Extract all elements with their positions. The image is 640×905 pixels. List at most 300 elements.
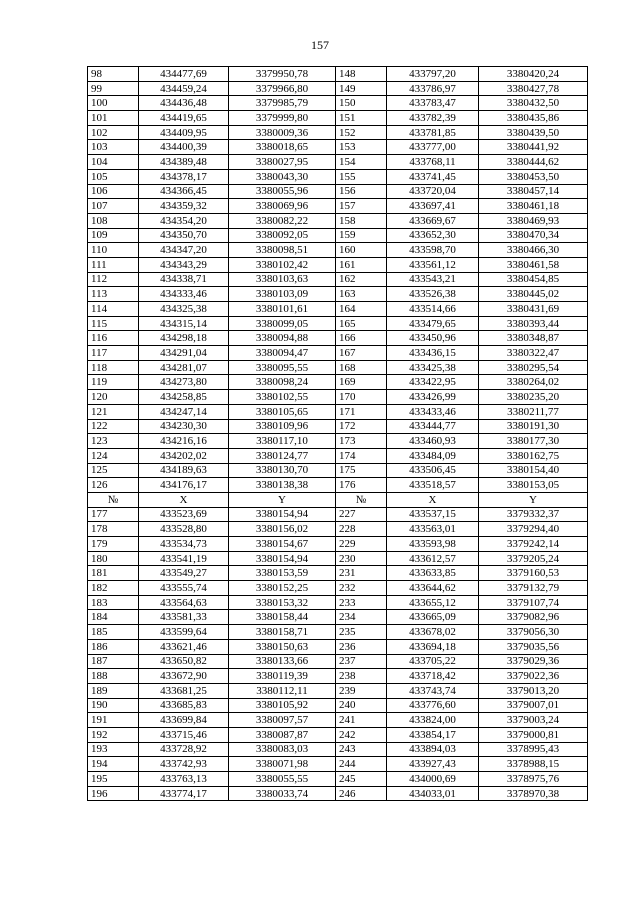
table-cell: 434033,01	[387, 786, 479, 801]
table-cell: 3380177,30	[479, 434, 588, 449]
table-cell: 433715,46	[139, 727, 229, 742]
table-cell: 434436,48	[139, 96, 229, 111]
table-cell: 175	[336, 463, 387, 478]
table-cell: 433528,80	[139, 522, 229, 537]
table-cell: 433484,09	[387, 448, 479, 463]
table-cell: 3379985,79	[229, 96, 336, 111]
table-cell: 101	[88, 111, 139, 126]
table-cell: 3380097,57	[229, 713, 336, 728]
table-cell: 3380439,50	[479, 125, 588, 140]
table-cell: 182	[88, 581, 139, 596]
table-cell: 433422,95	[387, 375, 479, 390]
table-cell: 153	[336, 140, 387, 155]
table-cell: 240	[336, 698, 387, 713]
table-cell: 3380153,32	[229, 595, 336, 610]
table-cell: 3380103,09	[229, 287, 336, 302]
table-cell: 3380130,70	[229, 463, 336, 478]
table-cell: 433436,15	[387, 346, 479, 361]
table-row	[88, 302, 588, 317]
table-cell: 433598,70	[387, 243, 479, 258]
coordinates-table	[87, 66, 588, 801]
table-cell: 433523,69	[139, 507, 229, 522]
table-cell: 3380235,20	[479, 390, 588, 405]
table-cell: 434333,46	[139, 287, 229, 302]
table-row	[88, 287, 588, 302]
table-cell: 158	[336, 213, 387, 228]
table-cell: 433927,43	[387, 757, 479, 772]
table-cell: 230	[336, 551, 387, 566]
table-cell: 3380153,59	[229, 566, 336, 581]
table-cell: 434000,69	[387, 772, 479, 787]
table-row	[88, 654, 588, 669]
table-cell: 433699,84	[139, 713, 229, 728]
table-cell: 3380393,44	[479, 316, 588, 331]
table-cell: 433697,41	[387, 199, 479, 214]
table-row	[88, 595, 588, 610]
table-cell: 3380461,58	[479, 257, 588, 272]
table-row	[88, 257, 588, 272]
table-cell: 3380018,65	[229, 140, 336, 155]
table-cell: 120	[88, 390, 139, 405]
table-cell: 179	[88, 537, 139, 552]
table-cell: 152	[336, 125, 387, 140]
table-cell: 433728,92	[139, 742, 229, 757]
table-cell: 433650,82	[139, 654, 229, 669]
table-row	[88, 346, 588, 361]
table-cell: 433599,64	[139, 625, 229, 640]
table-cell: 434230,30	[139, 419, 229, 434]
table-cell: 163	[336, 287, 387, 302]
table-cell: 433781,85	[387, 125, 479, 140]
table-cell: 3380098,24	[229, 375, 336, 390]
table-cell: 3380082,22	[229, 213, 336, 228]
table-row	[88, 786, 588, 801]
table-cell: 167	[336, 346, 387, 361]
table-cell: 433824,00	[387, 713, 479, 728]
table-cell: 3380094,47	[229, 346, 336, 361]
table-cell: 434378,17	[139, 169, 229, 184]
table-row	[88, 683, 588, 698]
table-cell: 102	[88, 125, 139, 140]
table-cell: 166	[336, 331, 387, 346]
table-cell: 433561,12	[387, 257, 479, 272]
table-cell: 229	[336, 537, 387, 552]
table-cell: 105	[88, 169, 139, 184]
table-cell: 3380083,03	[229, 742, 336, 757]
table-cell: 3380101,61	[229, 302, 336, 317]
table-row	[88, 96, 588, 111]
table-row	[88, 537, 588, 552]
table-cell: 162	[336, 272, 387, 287]
table-cell: 184	[88, 610, 139, 625]
table-cell: 3379160,53	[479, 566, 588, 581]
table-cell: 3380470,34	[479, 228, 588, 243]
table-row	[88, 698, 588, 713]
table-cell: №	[88, 492, 139, 507]
coordinates-table-body	[88, 67, 588, 801]
table-cell: 3379242,14	[479, 537, 588, 552]
table-cell: 3380033,74	[229, 786, 336, 801]
table-row	[88, 184, 588, 199]
table-cell: 3380102,42	[229, 257, 336, 272]
table-cell: 3380095,55	[229, 360, 336, 375]
table-cell: 117	[88, 346, 139, 361]
table-row	[88, 713, 588, 728]
table-cell: 3380191,30	[479, 419, 588, 434]
table-cell: 434247,14	[139, 404, 229, 419]
table-cell: 183	[88, 595, 139, 610]
table-row	[88, 742, 588, 757]
table-cell: 3380071,98	[229, 757, 336, 772]
table-cell: 433768,11	[387, 155, 479, 170]
table-cell: 3379205,24	[479, 551, 588, 566]
table-cell: 3380457,14	[479, 184, 588, 199]
table-cell: 433593,98	[387, 537, 479, 552]
table-cell: 3380153,05	[479, 478, 588, 493]
table-cell: 433694,18	[387, 639, 479, 654]
table-cell: 3380009,36	[229, 125, 336, 140]
table-cell: 433786,97	[387, 81, 479, 96]
table-cell: 107	[88, 199, 139, 214]
table-cell: 434409,95	[139, 125, 229, 140]
table-cell: 246	[336, 786, 387, 801]
table-cell: 3380117,10	[229, 434, 336, 449]
table-cell: 124	[88, 448, 139, 463]
table-cell: 3380150,63	[229, 639, 336, 654]
table-cell: 180	[88, 551, 139, 566]
table-cell: 3380105,92	[229, 698, 336, 713]
table-row	[88, 169, 588, 184]
table-row	[88, 772, 588, 787]
table-row	[88, 507, 588, 522]
table-cell: 3380154,94	[229, 551, 336, 566]
table-cell: 237	[336, 654, 387, 669]
table-cell: 157	[336, 199, 387, 214]
table-cell: 433514,66	[387, 302, 479, 317]
table-cell: 434338,71	[139, 272, 229, 287]
table-cell: 3379007,01	[479, 698, 588, 713]
table-cell: 3378975,76	[479, 772, 588, 787]
table-cell: 165	[336, 316, 387, 331]
table-cell: 433444,77	[387, 419, 479, 434]
table-row	[88, 478, 588, 493]
table-cell: 433555,74	[139, 581, 229, 596]
table-cell: 434459,24	[139, 81, 229, 96]
table-cell: 3380092,05	[229, 228, 336, 243]
table-cell: 3380043,30	[229, 169, 336, 184]
table-cell: 433506,45	[387, 463, 479, 478]
table-cell: 3380432,50	[479, 96, 588, 111]
table-cell: 3379966,80	[229, 81, 336, 96]
table-cell: 194	[88, 757, 139, 772]
table-row	[88, 213, 588, 228]
table-cell: 433549,27	[139, 566, 229, 581]
table-cell: 433644,62	[387, 581, 479, 596]
table-cell: 3380431,69	[479, 302, 588, 317]
table-cell: 433426,99	[387, 390, 479, 405]
table-cell: Y	[479, 492, 588, 507]
table-row	[88, 434, 588, 449]
table-cell: 433777,00	[387, 140, 479, 155]
table-cell: 3380295,54	[479, 360, 588, 375]
table-cell: 434202,02	[139, 448, 229, 463]
table-cell: 150	[336, 96, 387, 111]
table-cell: 433564,63	[139, 595, 229, 610]
table-row	[88, 111, 588, 126]
table-cell: 99	[88, 81, 139, 96]
table-cell: 3379950,78	[229, 67, 336, 82]
table-cell: Y	[229, 492, 336, 507]
table-cell: 434298,18	[139, 331, 229, 346]
table-cell: 433479,65	[387, 316, 479, 331]
table-cell: 3379000,81	[479, 727, 588, 742]
table-row	[88, 272, 588, 287]
table-cell: 3380427,78	[479, 81, 588, 96]
table-cell: 3380102,55	[229, 390, 336, 405]
table-cell: 3379082,96	[479, 610, 588, 625]
table-cell: 241	[336, 713, 387, 728]
table-cell: 3380124,77	[229, 448, 336, 463]
table-cell: 242	[336, 727, 387, 742]
table-cell: 433782,39	[387, 111, 479, 126]
table-cell: 3380211,77	[479, 404, 588, 419]
table-row	[88, 375, 588, 390]
table-cell: 174	[336, 448, 387, 463]
table-row	[88, 360, 588, 375]
table-cell: 433534,73	[139, 537, 229, 552]
table-cell: 434315,14	[139, 316, 229, 331]
table-row	[88, 67, 588, 82]
table-cell: 192	[88, 727, 139, 742]
table-cell: 433741,45	[387, 169, 479, 184]
table-cell: 3378995,43	[479, 742, 588, 757]
table-cell: 195	[88, 772, 139, 787]
table-cell: 122	[88, 419, 139, 434]
table-cell: 3380094,88	[229, 331, 336, 346]
table-cell: 3380087,87	[229, 727, 336, 742]
table-cell: 3379029,36	[479, 654, 588, 669]
table-cell: 123	[88, 434, 139, 449]
table-row	[88, 625, 588, 640]
table-cell: 154	[336, 155, 387, 170]
table-cell: 3380152,25	[229, 581, 336, 596]
table-cell: 3380119,39	[229, 669, 336, 684]
page-number: 157	[311, 38, 329, 52]
table-cell: 171	[336, 404, 387, 419]
table-row	[88, 419, 588, 434]
table-cell: 433526,38	[387, 287, 479, 302]
table-cell: 3380055,96	[229, 184, 336, 199]
table-cell: 98	[88, 67, 139, 82]
table-cell: 227	[336, 507, 387, 522]
table-cell: 169	[336, 375, 387, 390]
table-row	[88, 448, 588, 463]
table-cell: 113	[88, 287, 139, 302]
table-cell: 434258,85	[139, 390, 229, 405]
table-cell: 148	[336, 67, 387, 82]
table-cell: 3380027,95	[229, 155, 336, 170]
table-cell: 3380453,50	[479, 169, 588, 184]
table-cell: 433763,13	[139, 772, 229, 787]
table-cell: 118	[88, 360, 139, 375]
table-cell: 433518,57	[387, 478, 479, 493]
table-cell: 103	[88, 140, 139, 155]
table-row	[88, 610, 588, 625]
table-cell: 433541,19	[139, 551, 229, 566]
table-cell: 434273,80	[139, 375, 229, 390]
table-cell: 3379332,37	[479, 507, 588, 522]
table-cell: 433854,17	[387, 727, 479, 742]
table-cell: 151	[336, 111, 387, 126]
table-cell: 3380099,05	[229, 316, 336, 331]
table-cell: 3379056,30	[479, 625, 588, 640]
table-cell: 3379035,56	[479, 639, 588, 654]
table-cell: 3380158,71	[229, 625, 336, 640]
table-cell: 178	[88, 522, 139, 537]
table-cell: 3380154,40	[479, 463, 588, 478]
table-cell: 119	[88, 375, 139, 390]
table-cell: 433743,74	[387, 683, 479, 698]
table-cell: 434343,29	[139, 257, 229, 272]
table-cell: 3380069,96	[229, 199, 336, 214]
table-cell: 433652,30	[387, 228, 479, 243]
table-cell: 238	[336, 669, 387, 684]
table-cell: 433621,46	[139, 639, 229, 654]
table-row	[88, 727, 588, 742]
table-cell: 243	[336, 742, 387, 757]
table-row	[88, 81, 588, 96]
table-cell: 3380466,30	[479, 243, 588, 258]
table-cell: 3379294,40	[479, 522, 588, 537]
table-cell: X	[139, 492, 229, 507]
table-cell: 186	[88, 639, 139, 654]
table-cell: 433720,04	[387, 184, 479, 199]
table-row	[88, 199, 588, 214]
table-cell: 433797,20	[387, 67, 479, 82]
table-cell: 3380435,86	[479, 111, 588, 126]
table-cell: 3380461,18	[479, 199, 588, 214]
table-cell: 433672,90	[139, 669, 229, 684]
table-cell: 232	[336, 581, 387, 596]
table-cell: 126	[88, 478, 139, 493]
table-cell: 160	[336, 243, 387, 258]
table-cell: 433718,42	[387, 669, 479, 684]
table-row	[88, 669, 588, 684]
table-cell: 434281,07	[139, 360, 229, 375]
table-cell: 3380348,87	[479, 331, 588, 346]
table-cell: 187	[88, 654, 139, 669]
table-cell: 244	[336, 757, 387, 772]
table-cell: 245	[336, 772, 387, 787]
table-row	[88, 331, 588, 346]
table-cell: 106	[88, 184, 139, 199]
table-cell: 108	[88, 213, 139, 228]
table-cell: 433563,01	[387, 522, 479, 537]
table-cell: 3379132,79	[479, 581, 588, 596]
table-cell: 164	[336, 302, 387, 317]
table-cell: 433705,22	[387, 654, 479, 669]
table-cell: 433433,46	[387, 404, 479, 419]
table-cell: 3380138,38	[229, 478, 336, 493]
table-cell: 433581,33	[139, 610, 229, 625]
table-cell: 3380105,65	[229, 404, 336, 419]
table-cell: 149	[336, 81, 387, 96]
table-cell: 3380444,62	[479, 155, 588, 170]
table-row	[88, 566, 588, 581]
table-cell: 3380154,67	[229, 537, 336, 552]
table-cell: 114	[88, 302, 139, 317]
table-cell: 109	[88, 228, 139, 243]
table-cell: 155	[336, 169, 387, 184]
table-cell: 116	[88, 331, 139, 346]
table-cell: 125	[88, 463, 139, 478]
table-cell: 3380156,02	[229, 522, 336, 537]
table-cell: 104	[88, 155, 139, 170]
table-cell: 3380469,93	[479, 213, 588, 228]
table-cell: 3380158,44	[229, 610, 336, 625]
table-cell: 233	[336, 595, 387, 610]
table-cell: 434389,48	[139, 155, 229, 170]
table-cell: 434366,45	[139, 184, 229, 199]
table-cell: 196	[88, 786, 139, 801]
table-cell: 176	[336, 478, 387, 493]
table-cell: №	[336, 492, 387, 507]
table-cell: 3379022,36	[479, 669, 588, 684]
table-cell: 3380420,24	[479, 67, 588, 82]
table-cell: 434291,04	[139, 346, 229, 361]
table-cell: 433460,93	[387, 434, 479, 449]
table-row	[88, 639, 588, 654]
table-cell: 3380441,92	[479, 140, 588, 155]
table-cell: 170	[336, 390, 387, 405]
table-cell: 3378988,15	[479, 757, 588, 772]
table-cell: 3380112,11	[229, 683, 336, 698]
table-cell: 434176,17	[139, 478, 229, 493]
table-cell: 228	[336, 522, 387, 537]
table-cell: 433742,93	[139, 757, 229, 772]
table-row	[88, 581, 588, 596]
table-cell: 434216,16	[139, 434, 229, 449]
table-cell: 433655,12	[387, 595, 479, 610]
table-cell: 234	[336, 610, 387, 625]
table-cell: 236	[336, 639, 387, 654]
table-cell: 193	[88, 742, 139, 757]
table-cell: 433678,02	[387, 625, 479, 640]
table-row	[88, 243, 588, 258]
table-cell: 121	[88, 404, 139, 419]
table-cell: 434354,20	[139, 213, 229, 228]
table-cell: 3379107,74	[479, 595, 588, 610]
table-cell: 3380133,66	[229, 654, 336, 669]
table-cell: 191	[88, 713, 139, 728]
table-cell: 433681,25	[139, 683, 229, 698]
table-cell: 433669,67	[387, 213, 479, 228]
table-cell: 235	[336, 625, 387, 640]
table-cell: 3378970,38	[479, 786, 588, 801]
table-row	[88, 140, 588, 155]
table-cell: 161	[336, 257, 387, 272]
table-cell: 3379013,20	[479, 683, 588, 698]
table-cell: 181	[88, 566, 139, 581]
table-cell: 239	[336, 683, 387, 698]
table-row	[88, 404, 588, 419]
table-cell: 3379003,24	[479, 713, 588, 728]
table-row	[88, 316, 588, 331]
table-cell: 433776,60	[387, 698, 479, 713]
table-cell: 3380103,63	[229, 272, 336, 287]
table-cell: 433894,03	[387, 742, 479, 757]
table-cell: 159	[336, 228, 387, 243]
